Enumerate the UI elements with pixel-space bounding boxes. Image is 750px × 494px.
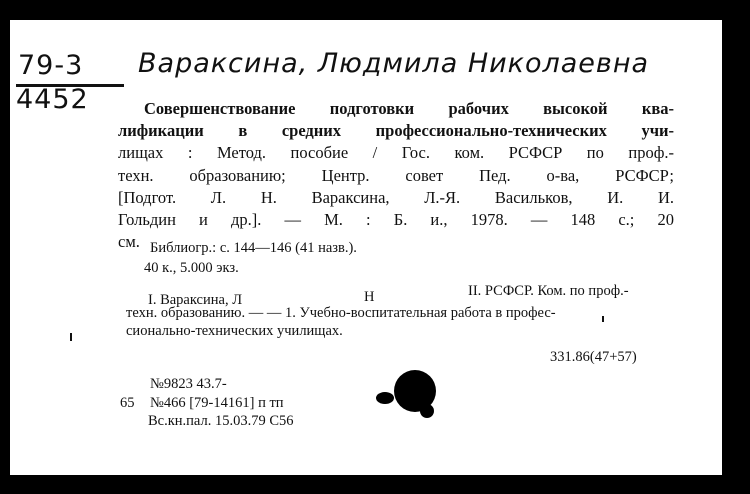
pencil-mark	[70, 333, 72, 341]
ink-blot	[376, 392, 394, 404]
chamber-stamp-line: Вс.кн.пал. 15.03.79 С56	[148, 413, 294, 429]
record-number-line: №9823 43.7-	[150, 376, 227, 392]
record-prefix: 65	[120, 395, 135, 411]
tracing-initial: Н	[364, 289, 375, 305]
main-entry-line: см.	[118, 232, 140, 252]
price-copies-note: 40 к., 5.000 экз.	[144, 260, 239, 276]
tracing-added-entry-author: I. Вараксина, Л	[148, 292, 243, 308]
main-entry-line: техн. образованию; Центр. совет Пед. о-ва, РСФСР;	[118, 165, 674, 185]
main-entry-line: Совершенствование подготовки рабочих высокой ква-	[144, 99, 674, 118]
classification-number: 331.86(47+57)	[550, 349, 637, 365]
main-entry-line: лификации в средних профессионально-технических учи-	[118, 121, 674, 141]
main-entry-line: Гольдин и др.]. — М. : Б. и., 1978. — 148 с.; 20	[118, 210, 674, 230]
shelf-mark-top: 79-3	[18, 50, 84, 81]
ink-blot	[420, 404, 434, 418]
handwritten-author-heading: Вараксина, Людмила Николаевна	[138, 48, 650, 79]
tracing-corporate-entry: II. РСФСР. Ком. по проф.-	[468, 283, 629, 299]
pencil-mark	[602, 316, 604, 322]
tracing-line-3: сионально-технических училищах.	[126, 323, 343, 339]
tracing-line-2: техн. образованию. — — 1. Учебно-воспитательная работа в профес-	[126, 305, 556, 321]
catalog-card	[10, 20, 722, 475]
bibliography-note: Библиогр.: с. 144—146 (41 назв.).	[150, 240, 357, 256]
record-order-line: №466 [79-14161] п тп	[150, 395, 284, 411]
main-entry	[118, 98, 674, 253]
main-entry-line: [Подгот. Л. Н. Вараксина, Л.-Я. Васильков, И. И.	[118, 187, 674, 207]
main-entry-line: лищах : Метод. пособие / Гос. ком. РСФСР по проф.-	[118, 143, 674, 163]
shelf-mark-bottom: 4452	[16, 84, 89, 115]
